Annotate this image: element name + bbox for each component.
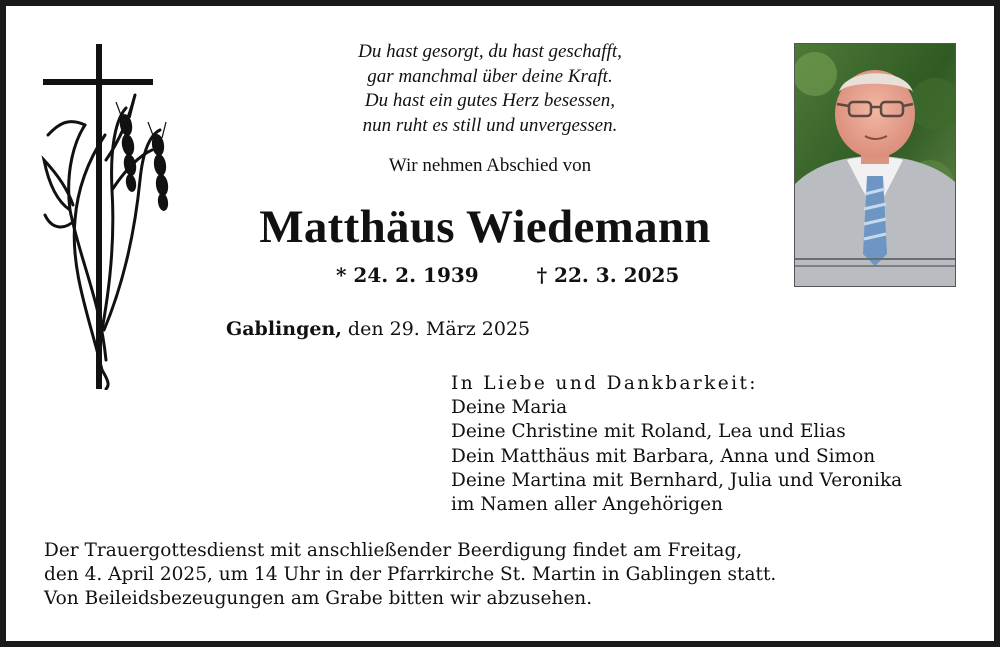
service-info xyxy=(44,539,776,612)
family-signatures xyxy=(451,372,902,517)
poem-line: gar manchmal über deine Kraft. xyxy=(367,65,613,87)
portrait-photo xyxy=(794,43,956,287)
family-line: Deine Martina mit Bernhard, Julia und Veronika xyxy=(451,469,903,491)
poem xyxy=(255,40,725,138)
place-date xyxy=(226,318,530,340)
life-dates xyxy=(336,263,679,287)
family-line: Dein Matthäus mit Barbara, Anna und Simon xyxy=(451,445,876,467)
family-line: Deine Christine mit Roland, Lea und Elias xyxy=(451,421,846,443)
birth-date: * 24. 2. 1939 xyxy=(336,263,479,287)
family-line: Deine Maria xyxy=(451,397,568,419)
family-heading: In Liebe und Dankbarkeit: xyxy=(451,373,758,394)
place: Gablingen, xyxy=(226,318,342,340)
poem-line: Du hast gesorgt, du hast geschafft, xyxy=(358,41,622,62)
intro-text: Wir nehmen Abschied von xyxy=(388,155,592,176)
family-line: im Namen aller Angehörigen xyxy=(451,494,723,516)
notice-date: den 29. März 2025 xyxy=(347,318,531,340)
service-line: Von Beileidsbezeugungen am Grabe bitten wir abzusehen. xyxy=(44,588,593,610)
deceased-name: Matthäus Wiedemann xyxy=(259,201,711,253)
poem-line: nun ruht es still und unvergessen. xyxy=(362,114,618,136)
cross-with-wheat-icon xyxy=(40,40,180,390)
service-line: den 4. April 2025, um 14 Uhr in der Pfarrkirche St. Martin in Gablingen statt. xyxy=(44,564,777,586)
poem-line: Du hast ein gutes Herz besessen, xyxy=(364,90,616,111)
service-line: Der Trauergottesdienst mit anschließender Beerdigung findet am Freitag, xyxy=(44,540,743,561)
death-date: † 22. 3. 2025 xyxy=(536,263,680,287)
